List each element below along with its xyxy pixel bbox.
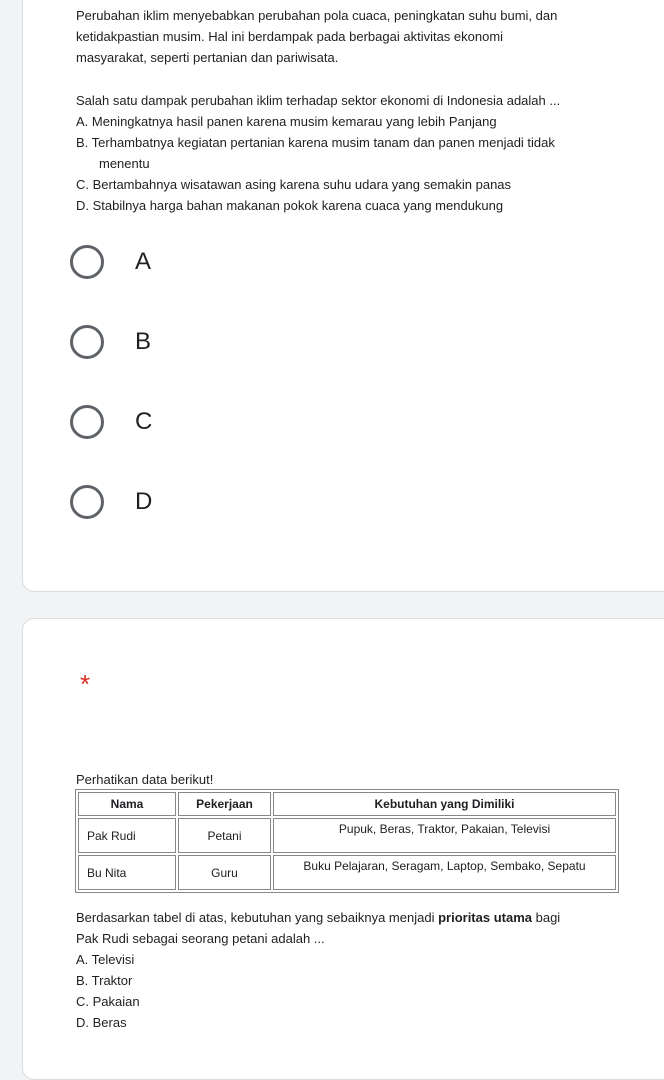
option-text-b: B. Traktor bbox=[76, 973, 133, 988]
option-text-d: D. Stabilnya harga bahan makanan pokok karena cuaca yang mendukung bbox=[76, 198, 504, 213]
option-text-a: A. Meningkatnya hasil panen karena musim kemarau yang lebih Panjang bbox=[76, 114, 497, 129]
intro-line: masyarakat, seperti pertanian dan pariwisata. bbox=[76, 50, 339, 65]
prompt-emphasis: prioritas utama bbox=[438, 910, 532, 925]
option-text-a: A. Televisi bbox=[76, 952, 135, 967]
option-text-b: B. Terhambatnya kegiatan pertanian karena musim tanam dan panen menjadi tidak bbox=[76, 135, 555, 150]
question-2-intro: Perhatikan data berikut! bbox=[76, 772, 214, 787]
table-cell: Pupuk, Beras, Traktor, Pakaian, Televisi bbox=[273, 818, 616, 853]
choice-d[interactable] bbox=[70, 485, 152, 519]
question-2-prompt bbox=[76, 907, 560, 1033]
intro-line: Perubahan iklim menyebabkan perubahan pola cuaca, peningkatan suhu bumi, dan bbox=[76, 8, 558, 23]
prompt-text: bagi bbox=[532, 910, 561, 925]
table-row bbox=[78, 818, 616, 853]
data-table bbox=[75, 789, 619, 893]
table-cell: Bu Nita bbox=[78, 855, 176, 890]
table-header-row bbox=[78, 792, 616, 816]
option-text-c: C. Pakaian bbox=[76, 994, 140, 1009]
radio-circle-icon[interactable] bbox=[70, 325, 104, 359]
choice-a[interactable] bbox=[70, 245, 151, 279]
table-cell: Petani bbox=[178, 818, 271, 853]
choice-c[interactable] bbox=[70, 405, 152, 439]
radio-circle-icon[interactable] bbox=[70, 485, 104, 519]
table-row bbox=[78, 855, 616, 890]
choice-label: C bbox=[135, 408, 153, 435]
table-cell: Guru bbox=[178, 855, 271, 890]
intro-line: ketidakpastian musim. Hal ini berdampak pada berbagai aktivitas ekonomi bbox=[76, 29, 504, 44]
choice-label: D bbox=[135, 488, 153, 515]
radio-circle-icon[interactable] bbox=[70, 405, 104, 439]
required-asterisk-icon: * bbox=[80, 669, 91, 699]
table-header: Pekerjaan bbox=[178, 792, 271, 816]
choice-label: A bbox=[135, 248, 152, 275]
option-text-d: D. Beras bbox=[76, 1015, 127, 1030]
prompt-text: Berdasarkan tabel di atas, kebutuhan yang sebaiknya menjadi bbox=[76, 910, 439, 925]
question-1-prompt: Salah satu dampak perubahan iklim terhadap sektor ekonomi di Indonesia adalah ... bbox=[76, 93, 561, 108]
choice-label: B bbox=[135, 328, 152, 355]
option-text-c: C. Bertambahnya wisatawan asing karena suhu udara yang semakin panas bbox=[76, 177, 512, 192]
prompt-line-1 bbox=[76, 907, 560, 928]
table-header: Nama bbox=[78, 792, 176, 816]
option-text-b-cont: menentu bbox=[99, 156, 150, 171]
table-cell: Pak Rudi bbox=[78, 818, 176, 853]
radio-circle-icon[interactable] bbox=[70, 245, 104, 279]
table-header: Kebutuhan yang Dimiliki bbox=[273, 792, 616, 816]
table-cell: Buku Pelajaran, Seragam, Laptop, Sembako, Sepatu bbox=[273, 855, 616, 890]
question-1-body bbox=[76, 90, 560, 216]
prompt-line-2: Pak Rudi sebagai seorang petani adalah ... bbox=[76, 931, 325, 946]
question-1-intro bbox=[76, 5, 557, 68]
choice-b[interactable] bbox=[70, 325, 151, 359]
